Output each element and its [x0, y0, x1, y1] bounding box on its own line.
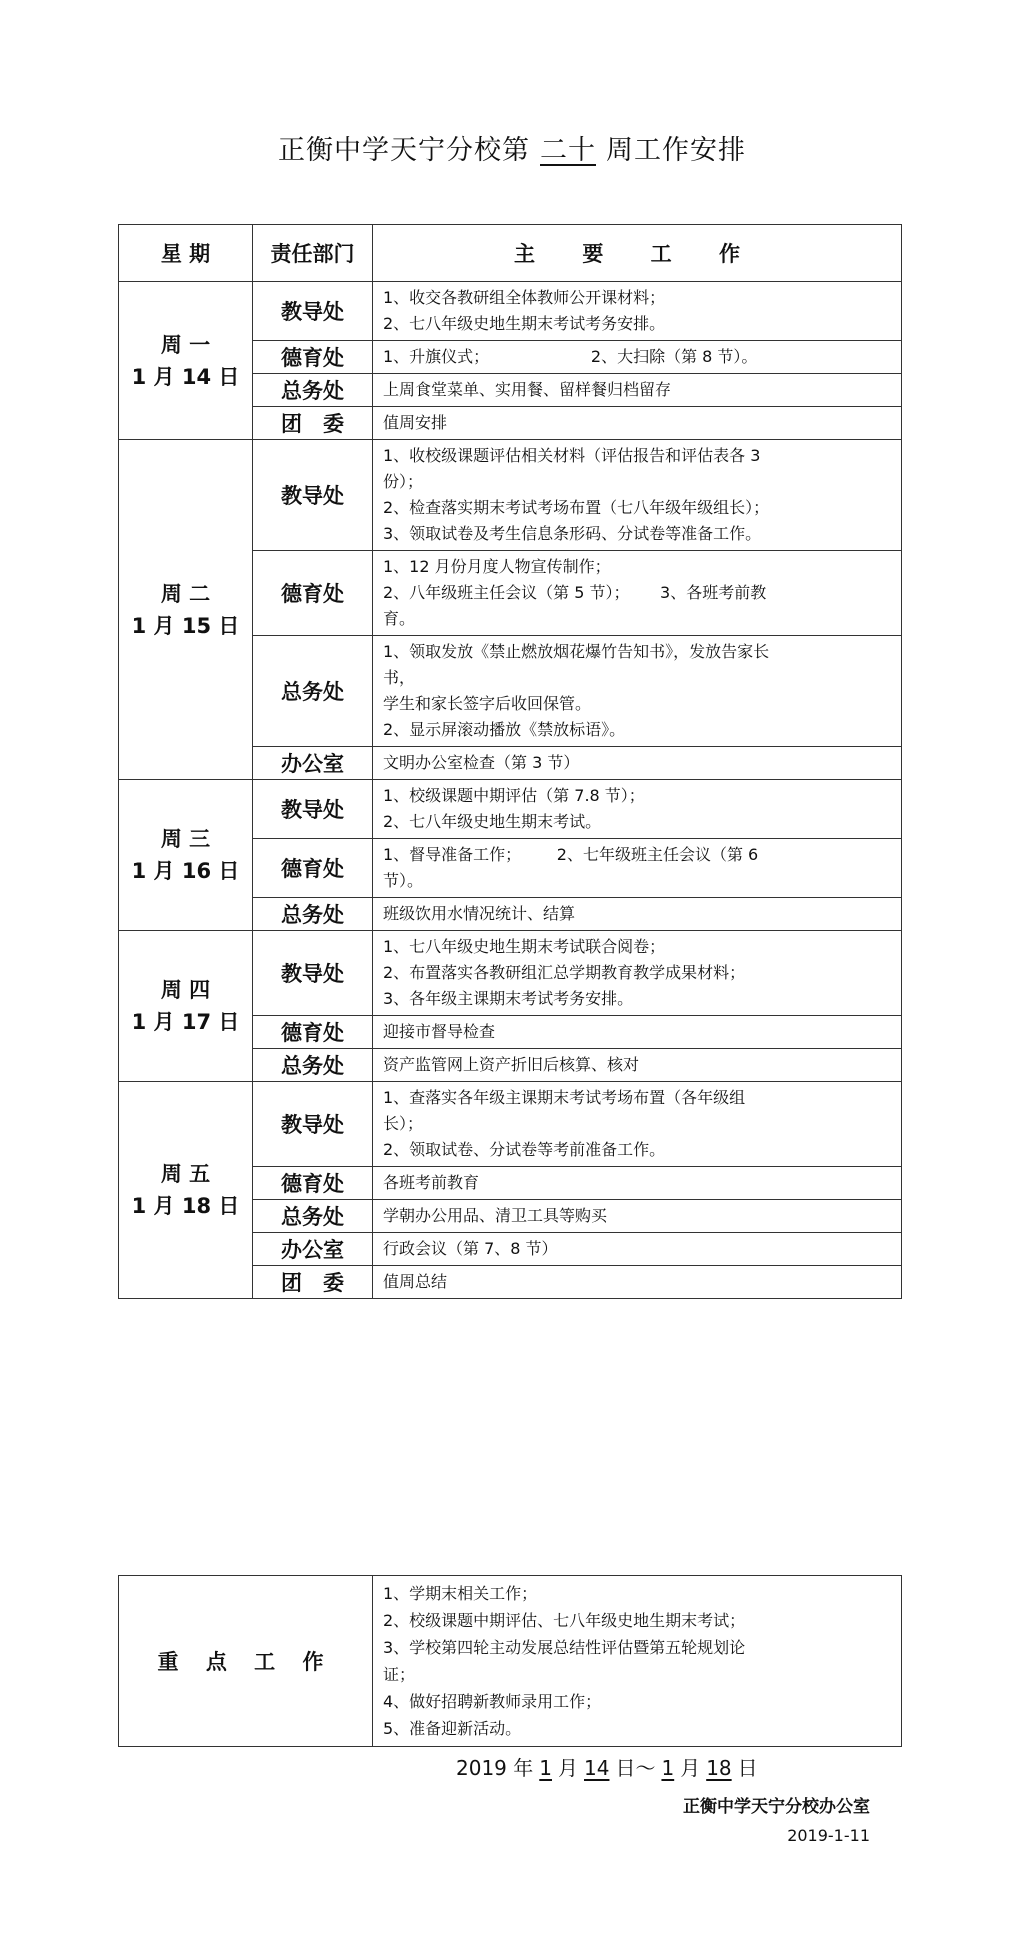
table-row — [119, 1082, 902, 1167]
dept-cell: 总务处 — [253, 898, 373, 931]
key-work-line: 证； — [383, 1665, 416, 1684]
work-line: 迎接市督导检查 — [383, 1022, 496, 1041]
work-line: 2、七八年级史地生期末考试。 — [383, 812, 602, 831]
work-line: 2、布置落实各教研组汇总学期教育教学成果材料； — [383, 963, 746, 982]
dept-cell: 德育处 — [253, 1016, 373, 1049]
work-cell — [373, 1200, 902, 1233]
title-suffix: 周工作安排 — [606, 135, 746, 166]
table-row — [119, 440, 902, 551]
date-month-label-2: 月 — [680, 1756, 701, 1780]
date-start-day: 14 — [584, 1756, 610, 1780]
work-line: 2、领取试卷、分试卷等考前准备工作。 — [383, 1140, 666, 1159]
date-start-month: 1 — [539, 1756, 552, 1780]
work-cell — [373, 1266, 902, 1299]
key-work-line: 1、学期末相关工作； — [383, 1584, 538, 1603]
table-row — [119, 780, 902, 839]
work-cell — [373, 551, 902, 636]
day-cell — [119, 1082, 253, 1299]
day-cell — [119, 931, 253, 1082]
work-line: 1、收校级课题评估相关材料（评估报告和评估表各 3 — [383, 446, 761, 465]
work-line: 上周食堂菜单、实用餐、留样餐归档留存 — [383, 380, 672, 399]
title-prefix: 正衡中学天宁分校第 — [278, 135, 530, 166]
office-signature: 正衡中学天宁分校办公室 — [683, 1797, 870, 1817]
dept-cell: 德育处 — [253, 839, 373, 898]
dept-cell: 教导处 — [253, 931, 373, 1016]
work-line: 2、检查落实期末考试考场布置（七八年级年级组长）； — [383, 498, 770, 517]
header-work: 主 要 工 作 — [373, 225, 902, 282]
work-line: 育。 — [383, 609, 416, 628]
dept-cell: 总务处 — [253, 1200, 373, 1233]
work-cell — [373, 747, 902, 780]
header-dept: 责任部门 — [253, 225, 373, 282]
table-row — [119, 282, 902, 341]
day-cell — [119, 440, 253, 780]
date-day-label: 日 — [737, 1756, 758, 1780]
work-cell — [373, 1016, 902, 1049]
table-row — [119, 931, 902, 1016]
sign-date: 2019-1-11 — [787, 1826, 870, 1845]
work-cell — [373, 931, 902, 1016]
work-line: 值周安排 — [383, 413, 448, 432]
day-date: 1 月 17 日 — [131, 1010, 240, 1034]
day-date: 1 月 18 日 — [131, 1194, 240, 1218]
title-week-number: 二十 — [540, 135, 596, 166]
work-line: 2、显示屏滚动播放《禁放标语》。 — [383, 720, 626, 739]
day-name: 周 二 — [160, 581, 211, 606]
work-cell — [373, 1082, 902, 1167]
key-work-title: 重 点 工 作 — [119, 1576, 373, 1747]
dept-cell: 教导处 — [253, 440, 373, 551]
page-title — [0, 128, 1024, 167]
day-date: 1 月 15 日 — [131, 613, 240, 638]
work-cell — [373, 780, 902, 839]
work-cell — [373, 407, 902, 440]
dept-cell: 总务处 — [253, 374, 373, 407]
key-work-line: 2、校级课题中期评估、七八年级史地生期末考试； — [383, 1611, 746, 1630]
work-line: 各班考前教育 — [383, 1173, 480, 1192]
work-line: 1、领取发放《禁止燃放烟花爆竹告知书》，发放告家长 — [383, 642, 770, 661]
dept-cell: 教导处 — [253, 780, 373, 839]
work-line: 学朝办公用品、清卫工具等购买 — [383, 1206, 608, 1225]
work-line: 1、校级课题中期评估（第 7.8 节）； — [383, 786, 645, 805]
work-cell — [373, 839, 902, 898]
dept-cell: 团 委 — [253, 1266, 373, 1299]
work-line: 书， — [383, 668, 416, 687]
dept-cell: 办公室 — [253, 747, 373, 780]
work-line: 1、督导准备工作； 2、七年级班主任会议（第 6 — [383, 845, 759, 864]
work-line: 1、12 月份月度人物宣传制作； — [383, 557, 611, 576]
dept-cell: 教导处 — [253, 1082, 373, 1167]
date-year: 2019 年 — [456, 1756, 534, 1780]
dept-cell: 德育处 — [253, 341, 373, 374]
work-cell — [373, 282, 902, 341]
work-line: 1、收交各教研组全体教师公开课材料； — [383, 288, 666, 307]
day-name: 周 三 — [160, 827, 211, 851]
work-cell — [373, 1233, 902, 1266]
key-work-line: 5、准备迎新活动。 — [383, 1719, 522, 1738]
work-cell — [373, 898, 902, 931]
day-name: 周 五 — [160, 1162, 211, 1186]
header-day: 星 期 — [119, 225, 253, 282]
work-line: 1、七八年级史地生期末考试联合阅卷； — [383, 937, 666, 956]
day-cell — [119, 282, 253, 440]
dept-cell: 总务处 — [253, 1049, 373, 1082]
work-line: 2、八年级班主任会议（第 5 节）； 3、各班考前教 — [383, 583, 767, 602]
work-line: 班级饮用水情况统计、结算 — [383, 904, 576, 923]
work-cell — [373, 374, 902, 407]
schedule-table — [118, 224, 902, 1299]
work-line: 3、各年级主课期末考试考务安排。 — [383, 989, 634, 1008]
key-work-line: 4、做好招聘新教师录用工作； — [383, 1692, 602, 1711]
work-line: 文明办公室检查（第 3 节） — [383, 753, 580, 772]
date-end-day: 18 — [706, 1756, 732, 1780]
work-line: 长）； — [383, 1114, 424, 1133]
date-end-month: 1 — [661, 1756, 675, 1780]
work-line: 值周总结 — [383, 1272, 448, 1291]
dept-cell: 教导处 — [253, 282, 373, 341]
work-line: 1、升旗仪式； 2、大扫除（第 8 节）。 — [383, 347, 758, 366]
day-date: 1 月 14 日 — [131, 364, 240, 389]
dept-cell: 德育处 — [253, 551, 373, 636]
date-separator: 日～ — [615, 1756, 656, 1780]
work-line: 3、领取试卷及考生信息条形码、分试卷等准备工作。 — [383, 524, 762, 543]
work-line: 行政会议（第 7、8 节） — [383, 1239, 558, 1258]
dept-cell: 总务处 — [253, 636, 373, 747]
work-line: 2、七八年级史地生期末考试考务安排。 — [383, 314, 666, 333]
dept-cell: 团 委 — [253, 407, 373, 440]
work-cell — [373, 1167, 902, 1200]
key-work-line: 3、学校第四轮主动发展总结性评估暨第五轮规划论 — [383, 1638, 746, 1657]
day-cell — [119, 780, 253, 931]
key-work-content — [373, 1576, 902, 1747]
day-date: 1 月 16 日 — [131, 859, 240, 883]
dept-cell: 德育处 — [253, 1167, 373, 1200]
work-line: 份）； — [383, 472, 424, 491]
work-line: 学生和家长签字后收回保管。 — [383, 694, 592, 713]
work-cell — [373, 341, 902, 374]
work-cell — [373, 440, 902, 551]
table-header-row — [119, 225, 902, 282]
work-line: 节）。 — [383, 871, 424, 890]
key-work-table — [118, 1575, 902, 1747]
day-name: 周 一 — [160, 332, 211, 357]
work-cell — [373, 636, 902, 747]
day-name: 周 四 — [160, 978, 211, 1002]
work-cell — [373, 1049, 902, 1082]
dept-cell: 办公室 — [253, 1233, 373, 1266]
date-range — [456, 1752, 758, 1781]
work-line: 1、查落实各年级主课期末考试考场布置（各年级组 — [383, 1088, 746, 1107]
date-month-label: 月 — [558, 1756, 578, 1780]
work-line: 资产监管网上资产折旧后核算、核对 — [383, 1055, 640, 1074]
